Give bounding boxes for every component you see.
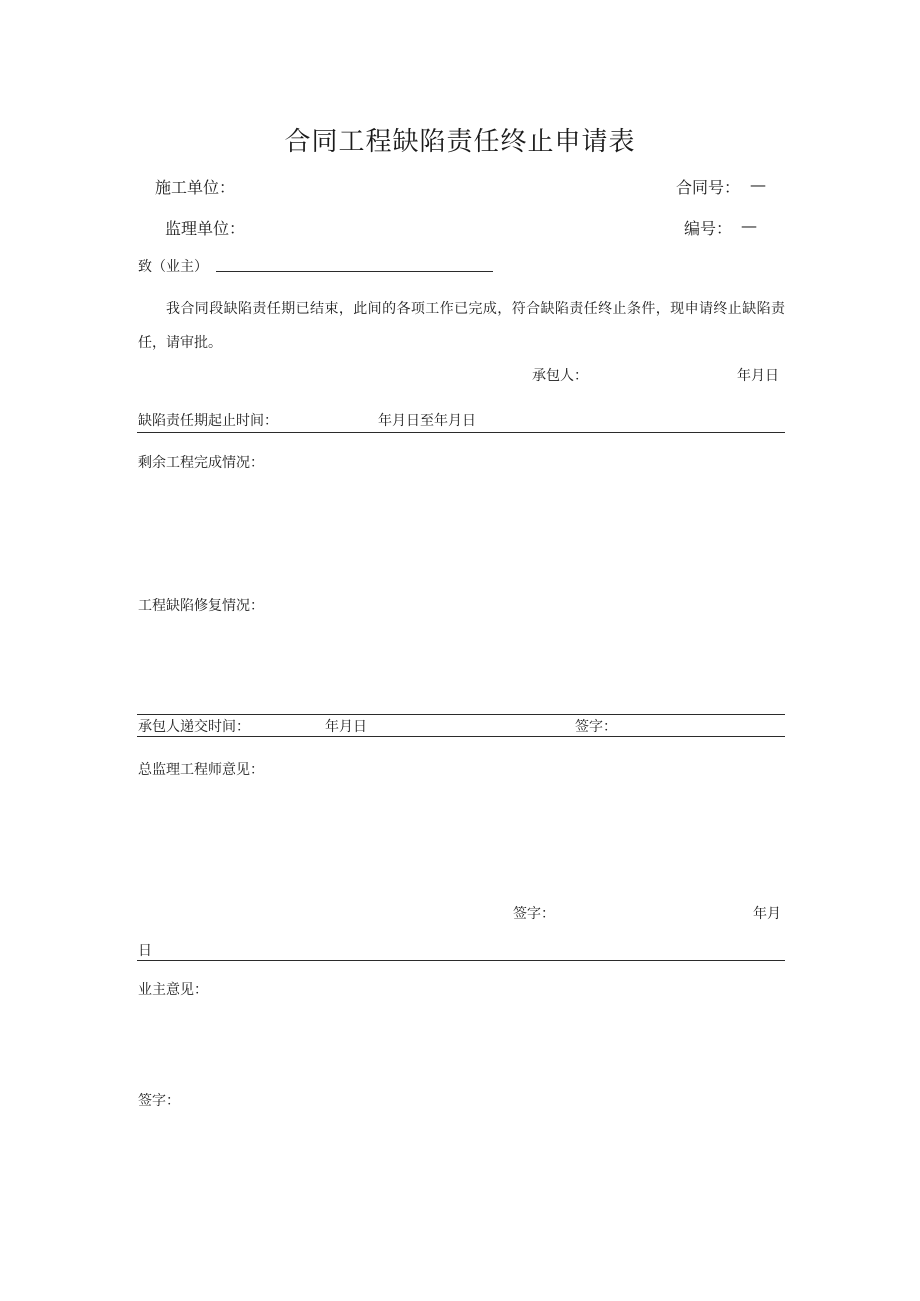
chief-engineer-date-part2: 日: [138, 943, 152, 959]
contractor-sign-date: 年月日: [737, 368, 779, 384]
submission-time-label: 承包人递交时间：: [138, 719, 250, 735]
chief-engineer-date-part1: 年月: [753, 906, 781, 922]
section-divider: [137, 960, 785, 961]
request-paragraph: 我合同段缺陷责任期已结束，此间的各项工作已完成，符合缺陷责任终止条件，现申请终止缺陷责任，请审批。: [138, 301, 785, 351]
contractor-sign-label: 承包人：: [532, 368, 588, 384]
section-divider: [137, 714, 785, 715]
serial-no-label: 编号：: [684, 219, 733, 238]
period-label: 缺陷责任期起止时间：: [138, 413, 278, 429]
chief-engineer-sign-label: 签字：: [513, 906, 555, 922]
section-divider: [137, 432, 785, 433]
submission-sign-label: 签字：: [575, 719, 617, 735]
submission-date: 年月日: [325, 719, 367, 735]
defect-repair-label: 工程缺陷修复情况：: [138, 598, 264, 614]
addressee-label: 致（业主）: [138, 259, 208, 275]
form-title: 合同工程缺陷责任终止申请表: [284, 127, 636, 157]
section-divider: [137, 736, 785, 737]
supervision-unit-label: 监理单位：: [165, 219, 246, 238]
period-value: 年月日至年月日: [378, 413, 476, 429]
contract-no-value: —: [750, 175, 766, 194]
owner-opinion-label: 业主意见：: [138, 982, 208, 998]
addressee-underline: [216, 271, 493, 272]
serial-no-value: —: [741, 216, 757, 235]
contract-no-label: 合同号：: [676, 178, 741, 197]
owner-sign-label: 签字：: [138, 1093, 180, 1109]
remaining-work-label: 剩余工程完成情况：: [138, 455, 264, 471]
chief-engineer-opinion-label: 总监理工程师意见：: [138, 762, 264, 778]
construction-unit-label: 施工单位：: [155, 178, 236, 197]
